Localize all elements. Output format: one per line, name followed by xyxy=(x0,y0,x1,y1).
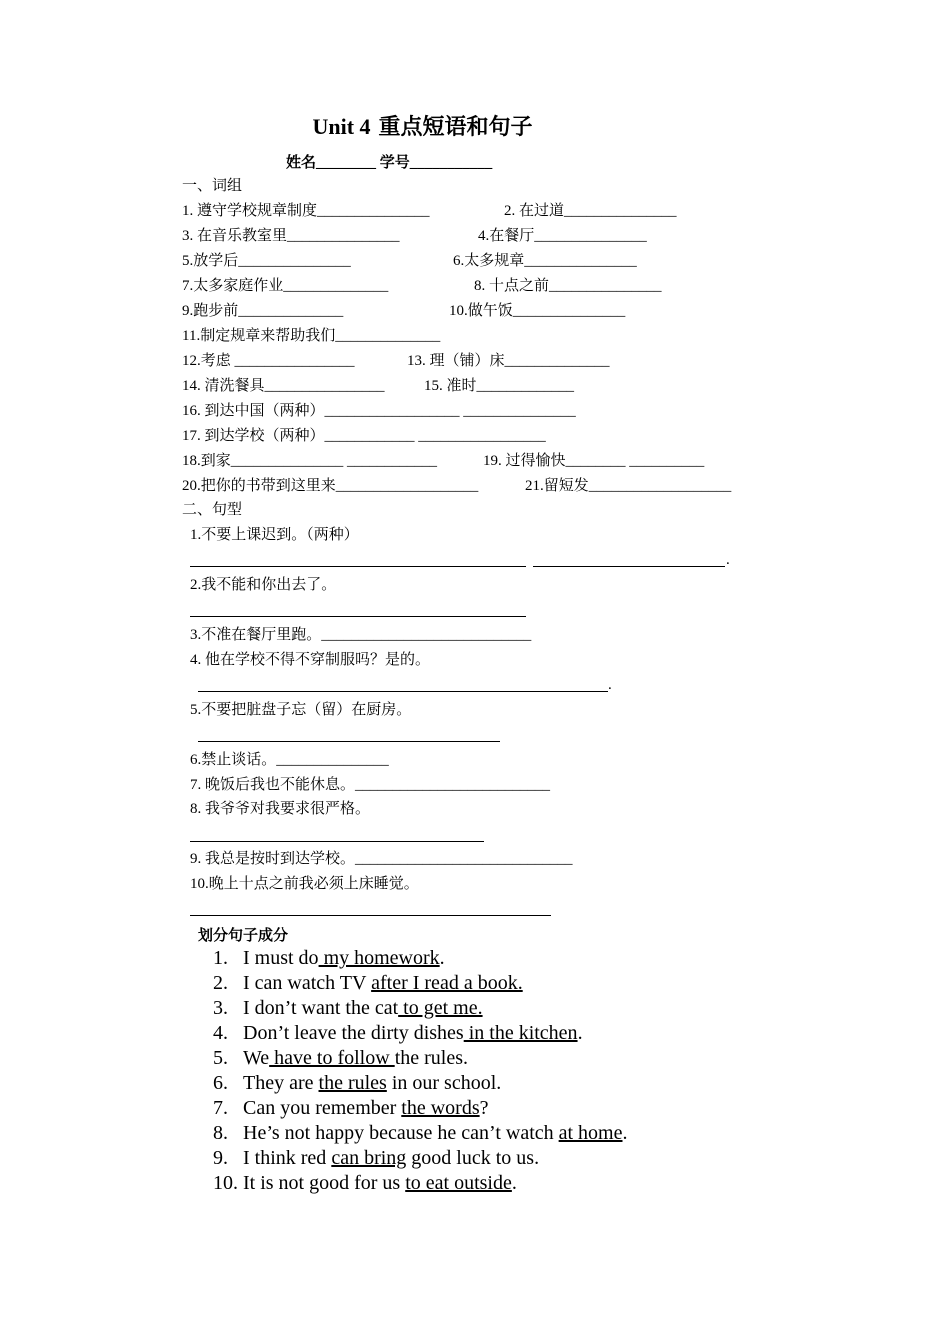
english-sentence: 4. Don’t leave the dirty dishes in the kitchen. xyxy=(213,1022,583,1044)
phrase-row xyxy=(182,452,705,471)
phrase-item: 7.太多家庭作业______________ xyxy=(182,278,389,294)
phrase-row xyxy=(182,402,576,421)
phrase-item: 8. 十点之前_______________ xyxy=(474,278,662,294)
answer-line[interactable] xyxy=(198,691,608,692)
phrase-item: 2. 在过道_______________ xyxy=(504,203,677,219)
answer-line[interactable] xyxy=(198,741,500,742)
phrase-item: 18.到家_______________ ____________ xyxy=(182,453,438,469)
phrase-row xyxy=(182,227,647,246)
phrase-row xyxy=(182,202,677,221)
answer-line[interactable] xyxy=(190,616,526,617)
answer-line[interactable] xyxy=(190,841,484,842)
sentence-prompt: 7. 晚饭后我也不能休息。__________________________ xyxy=(190,777,551,793)
phrase-row xyxy=(182,327,440,346)
english-sentence: 1. I must do my homework. xyxy=(213,947,445,969)
sentence-prompt: 1.不要上课迟到。（两种） xyxy=(190,527,359,543)
phrase-item: 20.把你的书带到这里来___________________ xyxy=(182,478,479,494)
section1-heading: 一、词组 xyxy=(182,178,243,194)
answer-line[interactable] xyxy=(190,915,551,916)
phrase-row xyxy=(182,302,626,321)
english-sentence: 6. They are the rules in our school. xyxy=(213,1072,502,1094)
section2-heading: 二、句型 xyxy=(182,502,243,518)
phrase-row xyxy=(182,277,662,296)
phrase-item: 13. 理（铺）床______________ xyxy=(407,353,610,369)
phrase-item: 11.制定规章来帮助我们______________ xyxy=(182,328,441,344)
phrase-item: 21.留短发___________________ xyxy=(525,478,732,494)
phrase-row xyxy=(182,477,732,496)
phrase-row xyxy=(182,252,637,271)
phrase-row xyxy=(182,377,575,396)
phrase-item: 19. 过得愉快________ __________ xyxy=(483,453,705,469)
phrase-item: 17. 到达学校（两种）____________ _________________ xyxy=(182,428,546,444)
phrase-item: 5.放学后_______________ xyxy=(182,253,351,269)
phrase-item: 3. 在音乐教室里_______________ xyxy=(182,228,400,244)
phrase-item: 1. 遵守学校规章制度_______________ xyxy=(182,203,430,219)
answer-line[interactable] xyxy=(533,566,725,567)
english-sentence: 10. It is not good for us to eat outside. xyxy=(213,1172,517,1194)
sentence-prompt: 3.不准在餐厅里跑。____________________________ xyxy=(190,627,532,643)
phrase-item: 4.在餐厅_______________ xyxy=(478,228,647,244)
sentence-prompt: 9. 我总是按时到达学校。_____________________________ xyxy=(190,851,573,867)
english-sentence: 3. I don’t want the cat to get me. xyxy=(213,997,483,1019)
english-sentence: 5. We have to follow the rules. xyxy=(213,1047,468,1069)
sentence-period: . xyxy=(608,677,612,693)
sentence-prompt: 5.不要把脏盘子忘（留）在厨房。 xyxy=(190,702,412,718)
english-sentence: 2. I can watch TV after I read a book. xyxy=(213,972,523,994)
phrase-row xyxy=(182,427,546,446)
title-text: 重点短语和句子 xyxy=(378,114,533,139)
page-title xyxy=(0,110,845,141)
phrase-item: 16. 到达中国（两种）__________________ _______________ xyxy=(182,403,576,419)
english-sentence: 9. I think red can bring good luck to us. xyxy=(213,1147,540,1169)
english-sentence: 7. Can you remember the words? xyxy=(213,1097,489,1119)
phrase-item: 10.做午饭_______________ xyxy=(449,303,626,319)
phrase-item: 15. 准时_____________ xyxy=(424,378,575,394)
sentence-prompt: 8. 我爷爷对我要求很严格。 xyxy=(190,801,371,817)
answer-line[interactable] xyxy=(190,566,526,567)
phrase-item: 6.太多规章_______________ xyxy=(453,253,637,269)
sentence-period: . xyxy=(726,552,730,568)
phrase-row xyxy=(182,352,610,371)
name-id-line: 姓名________ 学号___________ xyxy=(286,155,493,171)
english-sentence: 8. He’s not happy because he can’t watch at home. xyxy=(213,1122,628,1144)
sentence-prompt: 4. 他在学校不得不穿制服吗？是的。 xyxy=(190,652,431,668)
phrase-item: 9.跑步前______________ xyxy=(182,303,344,319)
section3-heading: 划分句子成分 xyxy=(198,928,289,944)
phrase-item: 14. 清洗餐具________________ xyxy=(182,378,385,394)
sentence-prompt: 6.禁止谈话。_______________ xyxy=(190,752,389,768)
title-unit: Unit 4 xyxy=(312,114,371,139)
sentence-prompt: 10.晚上十点之前我必须上床睡觉。 xyxy=(190,876,419,892)
phrase-item: 12.考虑 ________________ xyxy=(182,353,355,369)
sentence-prompt: 2.我不能和你出去了。 xyxy=(190,577,337,593)
